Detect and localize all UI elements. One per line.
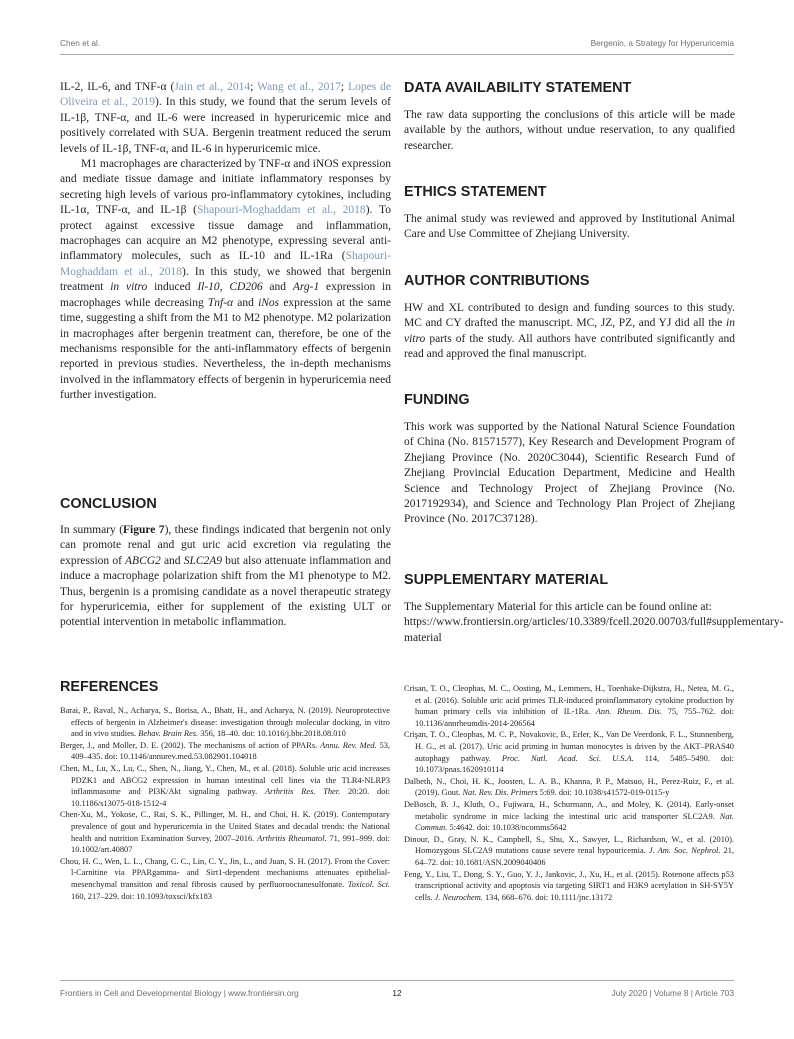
conclusion-paragraph: In summary (Figure 7), these findings indicated that bergenin not only can promote renal and gut uric acid excretion via regulating the expression of ABCG2 and SLC2A9 but also attenuate inflammation and induce a macrophage polarization shift from the M1 phenotype to M2. Thus, bergenin is a promising candidate as a novel therapeutic strategy for hyperuricemia, either for supplement of the existing ULT or potential intervention in metabolic inflammation. (60, 524, 391, 629)
reference-item: Dinour, D., Gray, N. K., Campbell, S., Shu, X., Sawyer, L., Richardson, W., et al. (2010). Homozygous SLC2A9 mutations cause severe renal hypouricemia. J. Am. Soc. Nephrol. 21, 64–72. doi: 10.1681/ASN.2009040406 (404, 834, 734, 867)
page-number: 12 (392, 988, 402, 998)
conclusion-heading: CONCLUSION (60, 496, 157, 512)
references-heading: REFERENCES (60, 679, 159, 695)
footer-journal: Frontiers in Cell and Developmental Biology | www.frontiersin.org (60, 988, 299, 998)
supplementary-heading: SUPPLEMENTARY MATERIAL (404, 572, 609, 588)
citation-link[interactable]: Shapouri-Moghaddam et al., 2018 (196, 204, 366, 217)
reference-item: DeBosch, B. J., Kluth, O., Fujiwara, H., Schurmann, A., and Moley, K. (2014). Early-onset metabolic syndrome in mice lacking the intestinal uric acid transporter SLC2A9. Nat. Commun. 5:4642. doi: 10.1038/ncomms5642 (404, 799, 734, 833)
footer-rule (60, 980, 734, 981)
data-availability-section (404, 80, 735, 154)
data-availability-heading: DATA AVAILABILITY STATEMENT (404, 80, 632, 96)
figure-link[interactable]: Figure 7 (123, 524, 165, 536)
funding-section (404, 392, 735, 528)
left-column (60, 80, 391, 404)
ethics-section (404, 184, 735, 243)
data-availability-text: The raw data supporting the conclusions of this article will be made available by the authors, without undue reservation, to any qualified researcher. (404, 109, 735, 152)
ethics-text: The animal study was reviewed and approved by Institutional Animal Care and Use Committee of Zhejiang University. (404, 213, 735, 241)
supplementary-text: The Supplementary Material for this article can be found online at: https://www.frontiersin.org/articles/10.3389/fcell.2020.00703/full#supplementary-material (404, 601, 784, 644)
references-list-left (60, 705, 390, 902)
running-header-title: Bergenin, a Strategy for Hyperuricemia (590, 38, 734, 48)
funding-heading: FUNDING (404, 392, 470, 408)
author-contributions-text: HW and XL contributed to design and funding sources to this study. MC and CY drafted the manuscript. MC, JZ, PZ, and YJ did all the in vitro parts of the study. All authors have contributed significantly and read and approved the final manuscript. (404, 302, 735, 361)
funding-text: This work was supported by the National Natural Science Foundation of China (No. 81571577), Key Research and Development Program of Zhejiang Province (No. 2020C3044), Scientific Research Fund of Zhejiang Provincial Education Department, Medicine and Health Science and Technology Project of Zhejiang Province (No. 2017192934), and Science and Technology Plan Project of Zhejiang Province (No. 2017C37128). (404, 421, 735, 526)
conclusion-section (60, 496, 391, 631)
discussion-paragraph-2: M1 macrophages are characterized by TNF-α and iNOS expression and mediate tissue damage and initiate inflammatory responses by secreting high levels of various pro-inflammatory cytokines, including IL-1α, TNF-α, and IL-1β (Shapouri-Moghaddam et al., 2018). To protect against excessive tissue damage and inflammation, macrophages can acquire an M2 phenotype, expressing several anti-inflammatory molecules, such as IL-10 and IL-1Ra (Shapouri-Moghaddam et al., 2018). In this study, we showed that bergenin treatment in vitro induced Il-10, CD206 and Arg-1 expression in macrophages while decreasing Tnf-α and iNos expression at the same time, suggesting a shift from the M1 to M2 phenotype. M2 polarization in macrophages after bergenin treatment can, therefore, be one of the mechanisms responsible for the anti-inflammatory effects of bergenin reported in previous studies. Nevertheless, the in-depth mechanisms involved in the inflammatory effects of bergenin in hyperuricemia need further investigation. (60, 158, 392, 402)
supplementary-section (404, 572, 784, 646)
author-contributions-heading: AUTHOR CONTRIBUTIONS (404, 273, 590, 289)
reference-item: Berger, J., and Moller, D. E. (2002). The mechanisms of action of PPARs. Annu. Rev. Med. 53, 409–435. doi: 10.1146/annurev.med.53.082901.104018 (60, 740, 391, 762)
footer-issue: July 2020 | Volume 8 | Article 703 (611, 988, 734, 998)
references-list-right (404, 683, 734, 903)
citation-link[interactable]: Shapouri-Moghaddam et al., 2018 (60, 250, 391, 278)
running-header-authors: Chen et al. (60, 38, 101, 48)
author-contributions-section (404, 273, 735, 363)
ethics-heading: ETHICS STATEMENT (404, 184, 547, 200)
reference-item: Crişan, T. O., Cleophas, M. C. P., Novakovic, B., Erler, K., Van De Veerdonk, F. L., Stunnenberg, H. G., et al. (2017). Uric acid priming in human monocytes is driven by the AKT–PRAS40 autophagy pathway. Proc. Natl. Acad. Sci. U.S.A. 114, 5485–5490. doi: 10.1073/pnas.1620910114 (404, 730, 734, 775)
reference-item: Crisan, T. O., Cleophas, M. C., Oosting, M., Lemmers, H., Toenhake-Dijkstra, H., Netea, M. G., et al. (2016). Soluble uric acid primes TLR-induced proinflammatory cytokine production by human primary cells via inhibition of IL-1Ra. Ann. Rheum. Dis. 75, 755–762. doi: 10.1136/annrheumdis-2014-206564 (404, 684, 735, 728)
citation-link[interactable]: Jain et al., 2014 (174, 81, 251, 93)
reference-item: Chen-Xu, M., Yokose, C., Rai, S. K., Pillinger, M. H., and Choi, H. K. (2019). Contemporary prevalence of gout and hyperuricemia in the United States and decadal trends: the National health and nutrition Examination Survey, 2007–2016. Arthritis Rheumatol. 71, 991–999. doi: 10.1002/art.40807 (60, 810, 390, 855)
reference-item: Dalbeth, N., Choi, H. K., Joosten, L. A. B., Khanna, P. P., Matsuo, H., Perez-Ruiz, F., et al. (2019). Gout. Nat. Rev. Dis. Primers 5:69. doi: 10.1038/s41572-019-0115-y (404, 776, 734, 798)
citation-link[interactable]: Wang et al., 2017 (257, 81, 341, 93)
citation-link[interactable]: Lopes de Oliveira et al., 2019 (60, 81, 391, 109)
discussion-paragraph-1: IL-2, IL-6, and TNF-α (Jain et al., 2014; Wang et al., 2017; Lopes de Oliveira et al., 2019). In this study, we found that the serum levels of IL-1β, TNF-α, and IL-6 were increased in hyperuricemic mice and positively correlated with SUA. Bergenin treatment reduced the serum levels of IL-1β, TNF-α, and IL-6 in hyperuricemic mice. (60, 81, 391, 155)
reference-item: Chen, M., Lu, X., Lu, C., Shen, N., Jiang, Y., Chen, M., et al. (2018). Soluble uric acid increases PDZK1 and ABCG2 expression in human intestinal cell lines via the TLR4-NLRP3 inflammasome and PI3K/Akt signaling pathway. Arthritis Res. Ther. 20:20. doi: 10.1186/s13075-018-1512-4 (60, 763, 390, 808)
header-rule (60, 54, 734, 55)
reference-item: Chou, H. C., Wen, L. L., Chang, C. C., Lin, C. Y., Jin, L., and Juan, S. H. (2017). From the Cover: l-Carnitine via PPARgamma- and Sirt1-dependent mechanisms attenuates epithelial-mesenchymal transition and renal fibrosis caused by perfluorooctanesulfonate. Toxicol. Sci. 160, 217–229. doi: 10.1093/toxsci/kfx183 (60, 856, 390, 901)
reference-item: Barai, P., Raval, N., Acharya, S., Borisa, A., Bhatt, H., and Acharya, N. (2019). Neuroprotective effects of bergenin in Alzheimer's disease: investigation through molecular docking, in vitro and in vivo studies. Behav. Brain Res. 356, 18–40. doi: 10.1016/j.bbr.2018.08.010 (60, 706, 390, 739)
reference-item: Feng, Y., Liu, T., Dong, S. Y., Guo, Y. J., Jankovic, J., Xu, H., et al. (2015). Rotenone affects p53 transcriptional activity and apoptosis via targeting SIRT1 and H3K9 acetylation in SH-SY5Y cells. J. Neurochem. 134, 668–676. doi: 10.1111/jnc.13172 (404, 869, 734, 902)
